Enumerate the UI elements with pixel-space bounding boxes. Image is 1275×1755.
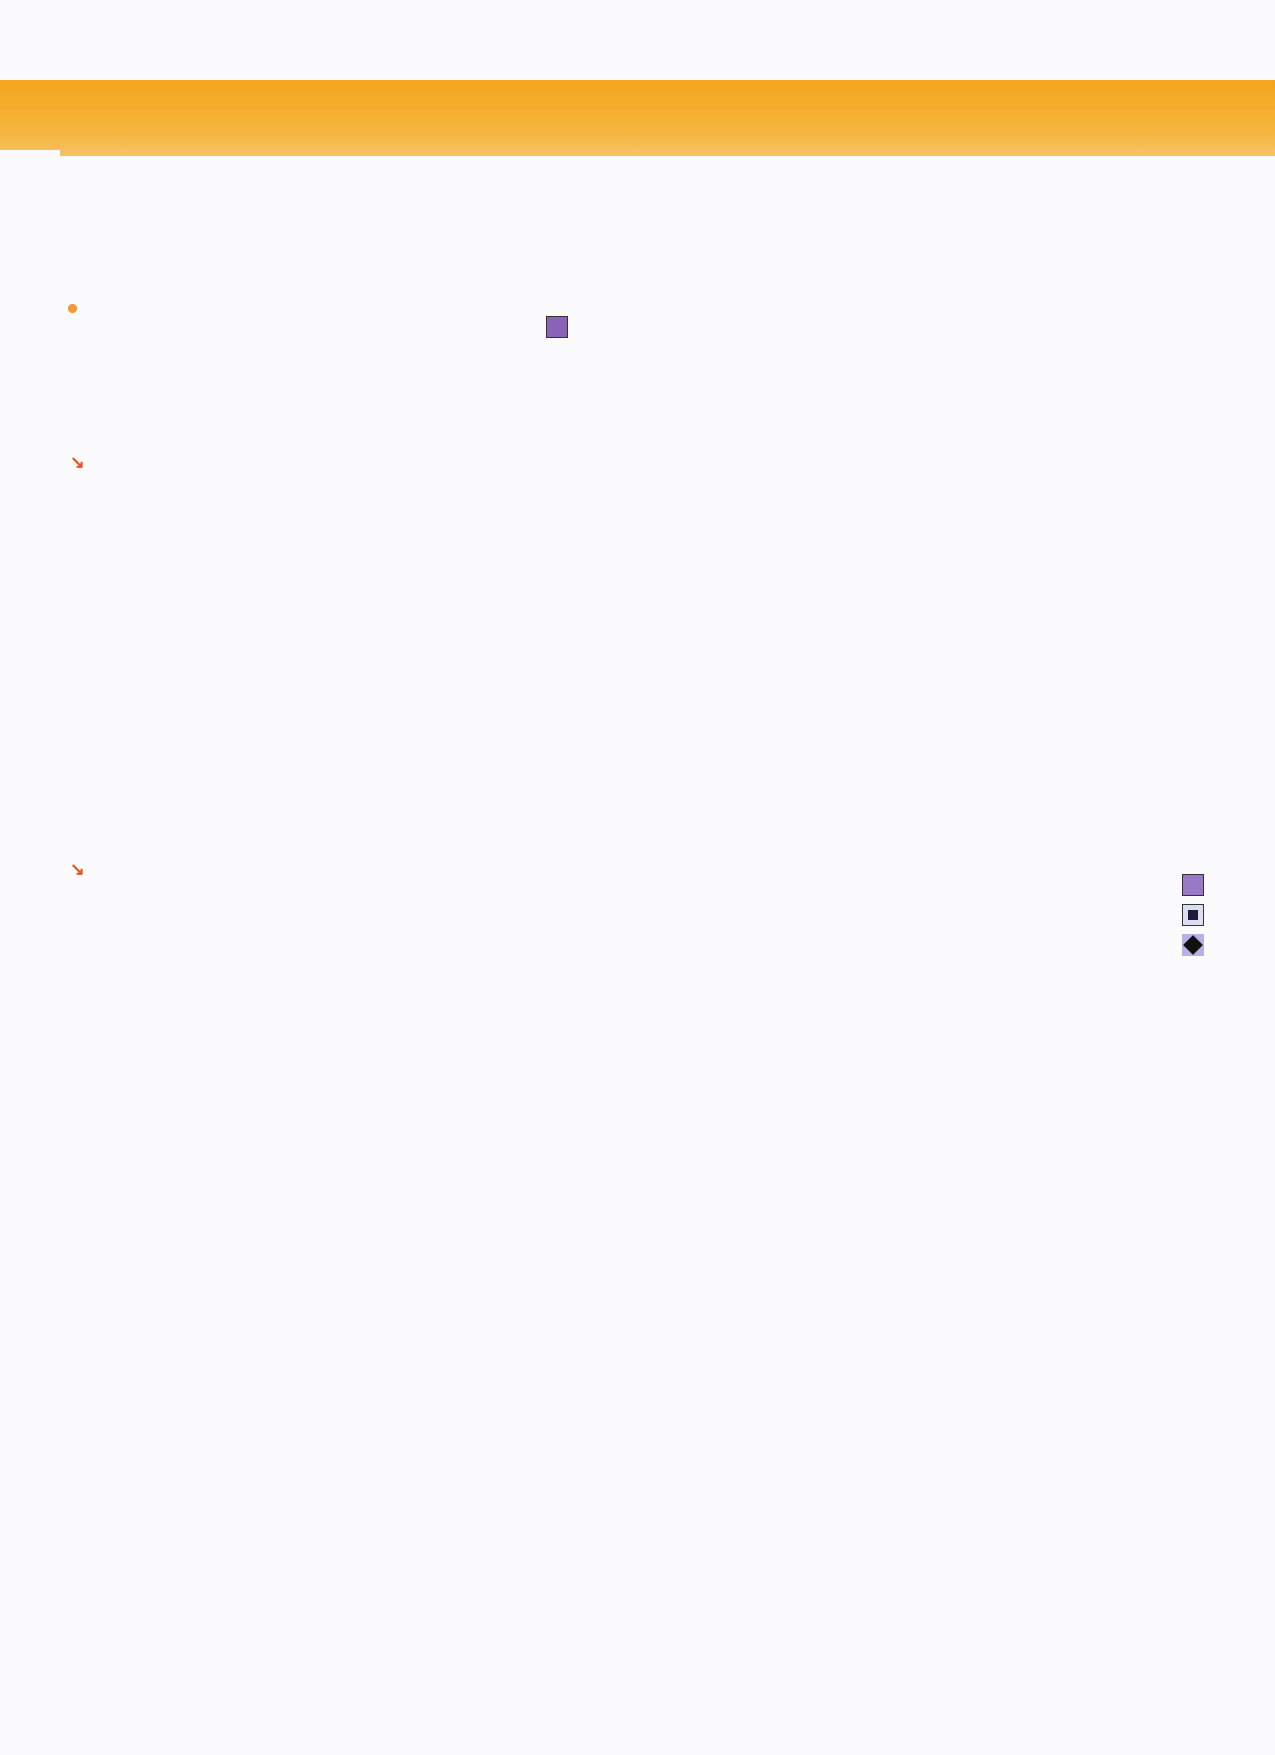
header-band <box>0 80 1275 156</box>
embroidery-paragraph-1 <box>70 450 470 475</box>
text-location-swatch <box>872 985 892 988</box>
lettering-chart <box>550 358 1275 742</box>
legend-top-symbol <box>546 316 568 338</box>
legend-right-green-line <box>1228 986 1256 988</box>
header-band-notch <box>0 150 60 162</box>
legend-right-square-icon <box>1182 904 1204 926</box>
arrow-bullet-icon: ↘ <box>70 452 85 472</box>
border-chart <box>60 1010 1275 1660</box>
arrow-bullet-icon: ↘ <box>70 859 85 879</box>
legend-right-purple-line <box>1228 950 1256 952</box>
legend-right-symbol-n <box>1182 874 1204 896</box>
embroidery-paragraph-2 <box>70 857 470 882</box>
legend-right-diamond-icon <box>1182 934 1204 956</box>
